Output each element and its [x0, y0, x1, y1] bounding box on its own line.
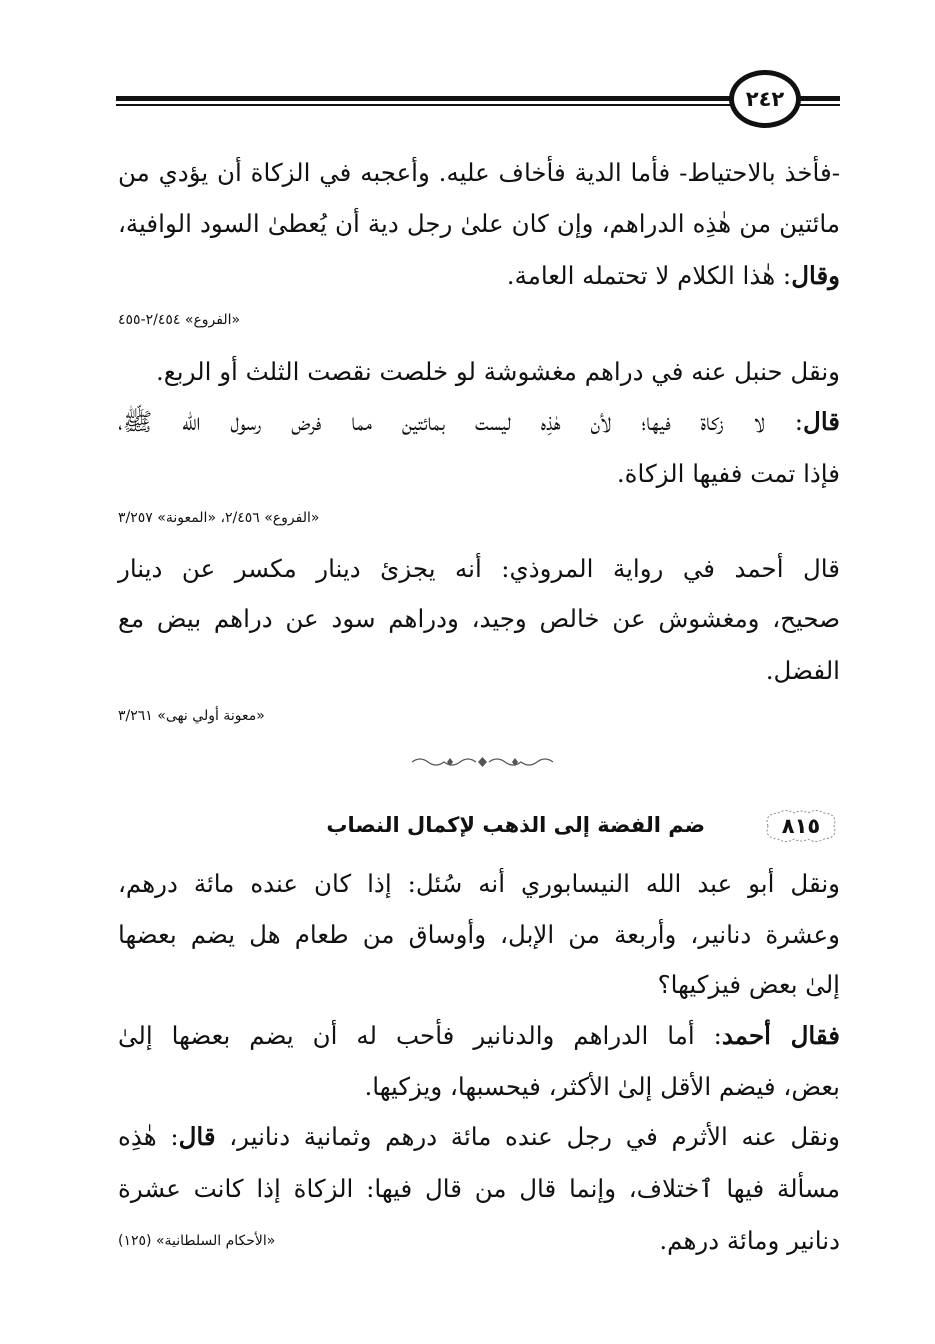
speaker-label: قال: [178, 1122, 216, 1151]
paragraph-text: : لا زكاة فيها؛ لأن هٰذِه ليست بمائتين مما فرض رسول الله ﷺ،: [118, 407, 804, 436]
paragraph-line: ونقل أبو عبد الله النيسابوري أنه سُئل: إذا كان عنده مائة درهم،: [118, 869, 840, 898]
paragraph-line: بعض، فيضم الأقل إلىٰ الأكثر، فيحسبها، ويزكيها.: [364, 1072, 840, 1101]
paragraph-line: [118, 1120, 840, 1154]
paragraph-text: ونقل عنه الأثرم في رجل عنده مائة درهم وثمانية دنانير،: [215, 1122, 840, 1151]
header-rule-right-thin: [798, 104, 840, 106]
paragraph-line: فإذا تمت ففيها الزكاة.: [616, 459, 840, 488]
paragraph-line: قال أحمد في رواية المروذي: أنه يجزئ دينار مكسر عن دينار: [118, 554, 840, 583]
paragraph-text: : أما الدراهم والدنانير فأحب له أن يضم بعضها إلىٰ: [118, 1021, 722, 1050]
paragraph-text: : هٰذا الكلام لا تحتمله العامة.: [506, 261, 792, 290]
section-number-text: ٨١٥: [781, 814, 821, 838]
section-title: ضم الفضة إلى الذهب لإكمال النصاب: [326, 813, 705, 837]
paragraph-text: : هٰذِه: [118, 1122, 179, 1151]
speaker-label: فقال أحمد: [721, 1021, 840, 1050]
speaker-label: وقال: [791, 261, 840, 290]
page-number: [729, 70, 801, 128]
speaker-label: قال: [803, 407, 840, 436]
paragraph-line: -فأخذ بالاحتياط- فأما الدية فأخاف عليه. وأعجبه في الزكاة أن يؤدي من: [118, 158, 840, 187]
header-rule-thin: [116, 104, 732, 106]
paragraph-line: دنانير ومائة درهم.: [659, 1226, 840, 1255]
paragraph-line: ونقل حنبل عنه في دراهم مغشوشة لو خلصت نقصت الثلث أو الربع.: [155, 357, 840, 386]
page-number-text: ٢٤٢: [745, 87, 785, 111]
source-reference: «الفروع» ٢/٤٥٦، «المعونة» ٣/٢٥٧: [118, 510, 320, 526]
header-rule-thick: [116, 96, 732, 101]
paragraph-line: الفضل.: [765, 656, 840, 685]
source-reference: «الفروع» ٢/٤٥٤-٤٥٥: [118, 312, 241, 328]
paragraph-line: إلىٰ بعض فيزكيها؟: [657, 970, 840, 999]
ornament-divider: [410, 755, 555, 769]
section-number: [760, 808, 842, 844]
paragraph-line: وعشرة دنانير، وأربعة من الإبل، وأوساق من طعام هل يضم بعضها: [118, 920, 840, 949]
paragraph-line: [118, 1019, 840, 1053]
paragraph-line: مسألة فيها ٱختلاف، وإنما قال من قال فيها: الزكاة إذا كانت عشرة: [118, 1174, 840, 1203]
paragraph-line: مائتين من هٰذِه الدراهم، وإن كان علىٰ رجل دية أن يُعطىٰ السود الوافية،: [118, 209, 840, 238]
header-rule-right: [798, 96, 840, 101]
paragraph-line: [118, 405, 840, 439]
source-reference: «معونة أولي نهى» ٣/٢٦١: [118, 708, 265, 724]
source-reference: «الأحكام السلطانية» (١٢٥): [118, 1233, 276, 1249]
paragraph-line: صحيح، ومغشوش عن خالص وجيد، ودراهم سود عن دراهم بيض مع: [118, 604, 840, 633]
paragraph-line: [118, 259, 840, 293]
